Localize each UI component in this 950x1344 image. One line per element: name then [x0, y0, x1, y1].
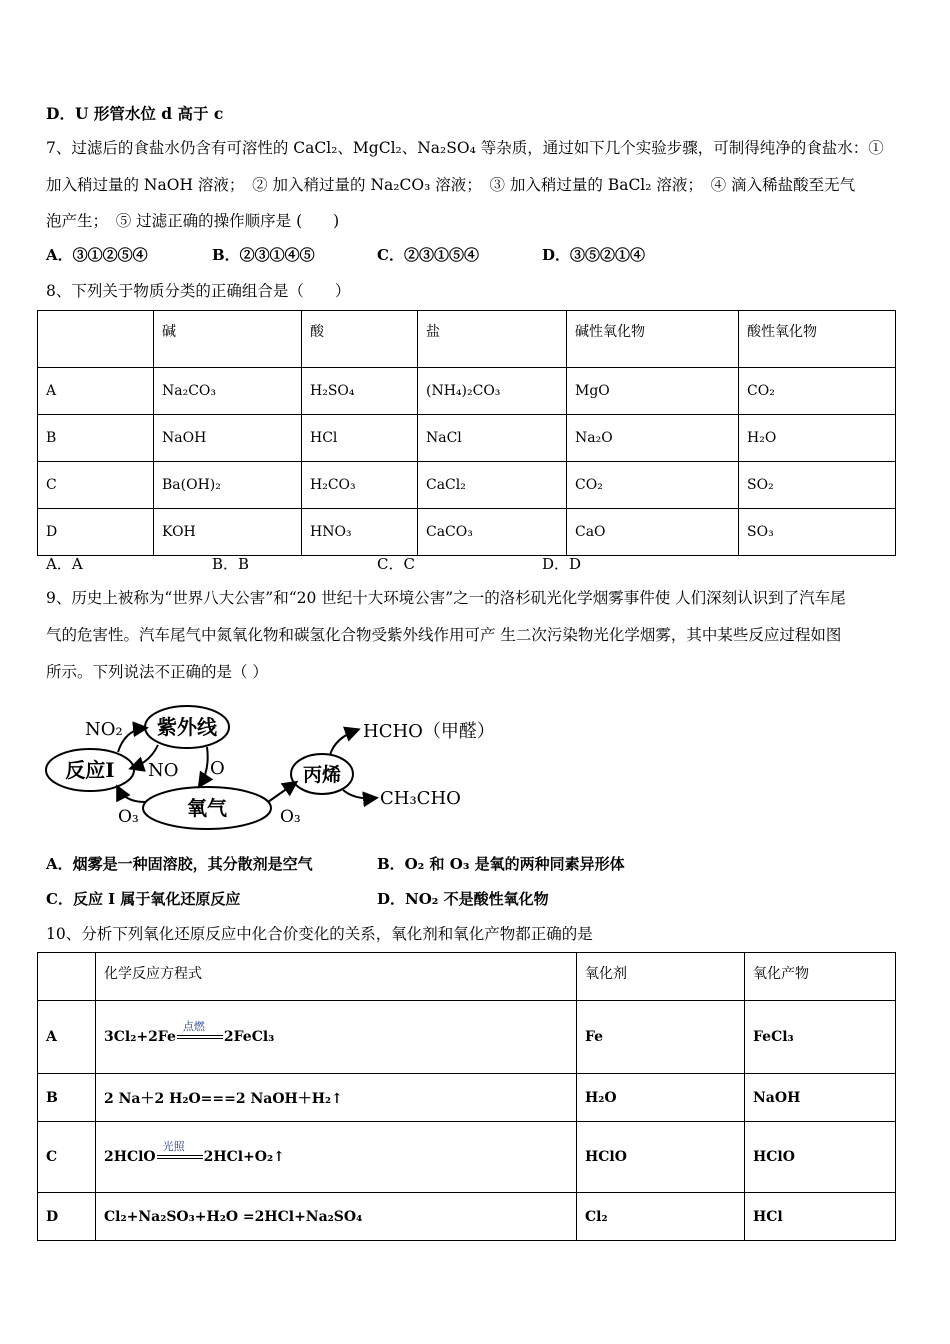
reactants: 2HClO: [104, 1149, 156, 1165]
equation-cell: Cl₂+Na₂SO₃+H₂O =2HCl+Na₂SO₄: [96, 1193, 577, 1241]
q9-option-c[interactable]: C．反应 I 属于氧化还原反应: [46, 890, 241, 908]
header-cell: 碱: [154, 311, 302, 368]
q9-stem-line: 9、历史上被称为“世界八大公害”和“20 世纪十大环境公害”之一的洛杉矶光化学烟雾事件使 人们深刻认识到了汽车尾: [46, 589, 846, 607]
q7-stem-line: 泡产生； ⑤ 过滤正确的操作顺序是 ( ): [46, 212, 340, 230]
q7-option-a[interactable]: A．③①②⑤④: [46, 246, 148, 264]
q8-classification-table: [37, 310, 896, 556]
q9-option-d[interactable]: D．NO₂ 不是酸性氧化物: [377, 890, 549, 908]
header-cell: 氧化剂: [577, 953, 745, 1001]
cell: HCl: [745, 1193, 896, 1241]
condition-label: 光照: [162, 1140, 185, 1153]
cell: A: [38, 368, 154, 415]
products: 2HCl+O₂↑: [203, 1149, 285, 1165]
header-cell: [38, 953, 96, 1001]
q6-option-d: D．U 形管水位 d 高于 c: [46, 104, 224, 123]
q7-stem-line: 7、过滤后的食盐水仍含有可溶性的 CaCl₂、MgCl₂、Na₂SO₄ 等杂质，通过如下几个实验步骤，可制得纯净的食盐水：①: [46, 139, 884, 157]
header-cell: 酸性氧化物: [739, 311, 896, 368]
cell: Na₂CO₃: [154, 368, 302, 415]
q8-option-c[interactable]: C．C: [377, 555, 415, 573]
products: 2FeCl₃: [223, 1029, 275, 1045]
cell: KOH: [154, 509, 302, 556]
cell: MgO: [567, 368, 739, 415]
cell: SO₂: [739, 462, 896, 509]
q8-option-d[interactable]: D．D: [542, 555, 582, 573]
cell: NaOH: [745, 1074, 896, 1122]
o3-left-label: O₃: [118, 807, 139, 827]
cell: H₂O: [577, 1074, 745, 1122]
q7-option-b[interactable]: B．②③①④⑤: [212, 246, 315, 264]
cell: (NH₄)₂CO₃: [418, 368, 567, 415]
cell: D: [38, 509, 154, 556]
propene-label: 丙烯: [302, 764, 342, 786]
cell: A: [38, 1001, 96, 1074]
cell: CO₂: [567, 462, 739, 509]
table-row: [38, 368, 896, 415]
q9-stem-line: 气的危害性。汽车尾气中氮氧化物和碳氢化合物受紫外线作用可产 生二次污染物光化学烟雾，其中某些反应过程如图: [46, 626, 842, 644]
oxygen-label: 氧气: [187, 796, 227, 820]
cell: C: [38, 1122, 96, 1193]
condition-label: 点燃: [182, 1020, 205, 1033]
uv-label: 紫外线: [157, 715, 217, 739]
cell: H₂CO₃: [302, 462, 418, 509]
q7-option-d[interactable]: D．③⑤②①④: [542, 246, 646, 264]
equation-cell: [96, 1122, 577, 1193]
no2-label: NO₂: [85, 719, 123, 740]
cell: C: [38, 462, 154, 509]
ch3cho-label: CH₃CHO: [380, 788, 461, 809]
header-cell: 盐: [418, 311, 567, 368]
cell: Na₂O: [567, 415, 739, 462]
photochemical-smog-diagram: [30, 690, 510, 840]
cell: H₂O: [739, 415, 896, 462]
cell: B: [38, 1074, 96, 1122]
o-label: O: [210, 758, 225, 779]
reaction-label: 反应I: [65, 758, 115, 782]
q9-option-a[interactable]: A．烟雾是一种固溶胶，其分散剂是空气: [46, 855, 313, 873]
reactants: 3Cl₂+2Fe: [104, 1029, 176, 1045]
cell: FeCl₃: [745, 1001, 896, 1074]
cell: SO₃: [739, 509, 896, 556]
condition-equals-sign: [177, 1020, 223, 1039]
cell: HCl: [302, 415, 418, 462]
q10-redox-table: [37, 952, 896, 1241]
table-row: [38, 462, 896, 509]
q9-stem-line: 所示。下列说法不正确的是（ ）: [46, 663, 268, 681]
table-row: [38, 1193, 896, 1241]
table-header-row: [38, 311, 896, 368]
cell: B: [38, 415, 154, 462]
equation-cell: 2 Na＋2 H₂O===2 NaOH＋H₂↑: [96, 1074, 577, 1122]
cell: CaCO₃: [418, 509, 567, 556]
o3-right-label: O₃: [280, 807, 301, 827]
hcho-label: HCHO（甲醛）: [363, 721, 495, 742]
cell: Cl₂: [577, 1193, 745, 1241]
table-header-row: [38, 953, 896, 1001]
table-row: [38, 415, 896, 462]
cell: CaO: [567, 509, 739, 556]
cell: Fe: [577, 1001, 745, 1074]
q7-stem-line: 加入稍过量的 NaOH 溶液； ② 加入稍过量的 Na₂CO₃ 溶液； ③ 加入稍过量的 BaCl₂ 溶液； ④ 滴入稀盐酸至无气: [46, 176, 856, 194]
q10-stem: 10、分析下列氧化还原反应中化合价变化的关系，氧化剂和氧化产物都正确的是: [46, 925, 593, 943]
q8-option-b[interactable]: B．B: [212, 555, 250, 573]
cell: NaOH: [154, 415, 302, 462]
header-cell: [38, 311, 154, 368]
table-row: [38, 1122, 896, 1193]
cell: D: [38, 1193, 96, 1241]
equation-cell: [96, 1001, 577, 1074]
cell: H₂SO₄: [302, 368, 418, 415]
q8-stem: 8、下列关于物质分类的正确组合是（ ）: [46, 282, 351, 300]
cell: HClO: [577, 1122, 745, 1193]
header-cell: 氧化产物: [745, 953, 896, 1001]
header-cell: 酸: [302, 311, 418, 368]
cell: HClO: [745, 1122, 896, 1193]
header-cell: 化学反应方程式: [96, 953, 577, 1001]
table-row: [38, 1074, 896, 1122]
q9-option-b[interactable]: B．O₂ 和 O₃ 是氧的两种同素异形体: [377, 855, 625, 873]
cell: CO₂: [739, 368, 896, 415]
q7-option-c[interactable]: C．②③①⑤④: [377, 246, 479, 264]
cell: Ba(OH)₂: [154, 462, 302, 509]
cell: CaCl₂: [418, 462, 567, 509]
table-row: [38, 1001, 896, 1074]
table-row: [38, 509, 896, 556]
q8-option-a[interactable]: A．A: [46, 555, 83, 573]
cell: HNO₃: [302, 509, 418, 556]
condition-equals-sign: [157, 1140, 203, 1159]
no-label: NO: [148, 760, 179, 781]
header-cell: 碱性氧化物: [567, 311, 739, 368]
cell: NaCl: [418, 415, 567, 462]
